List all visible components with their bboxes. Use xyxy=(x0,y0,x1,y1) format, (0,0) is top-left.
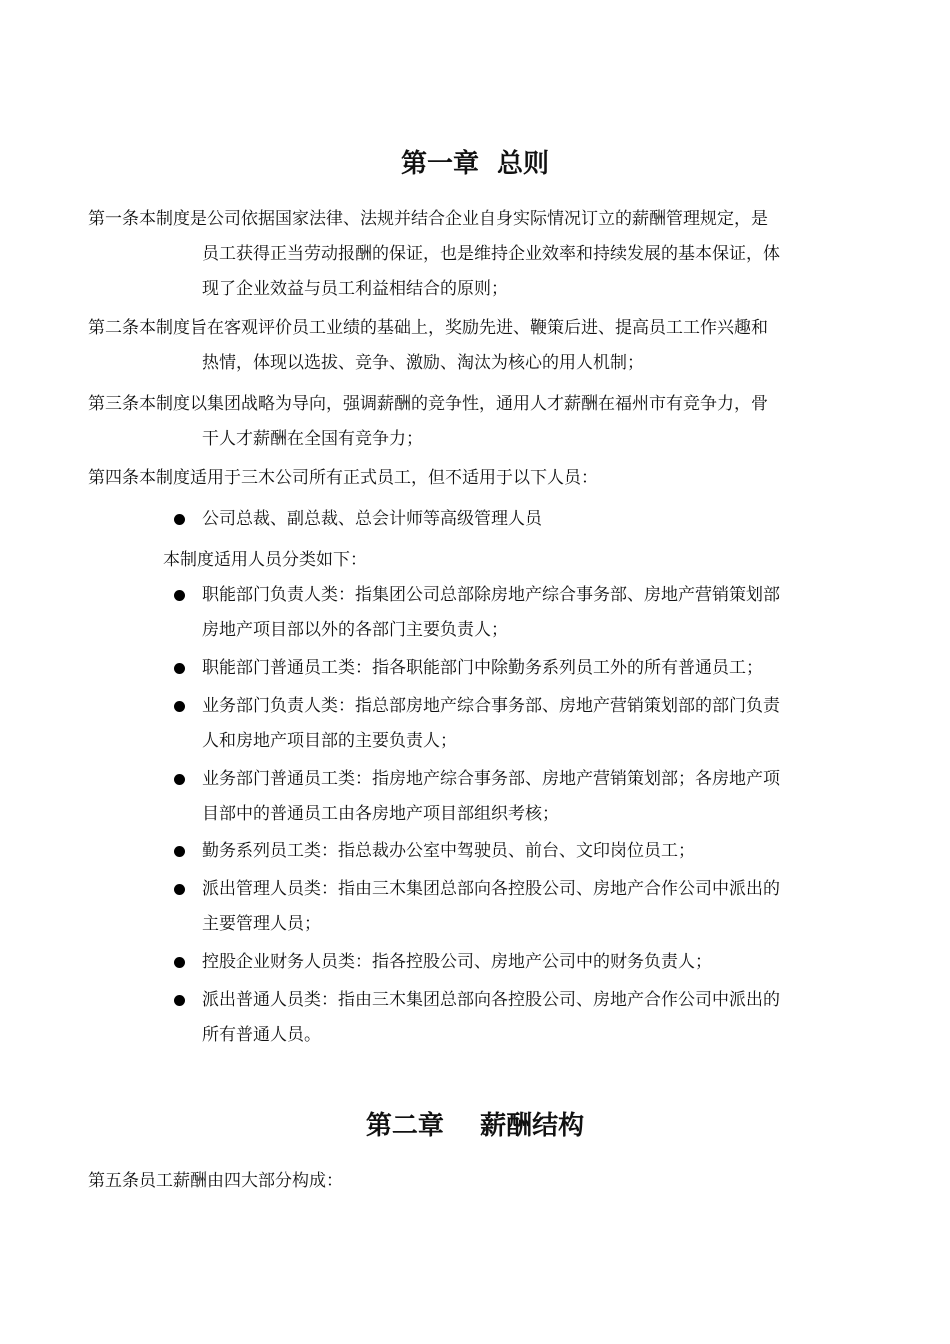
category-list-item xyxy=(174,983,874,1053)
list-item-line: 勤务系列员工类：指总裁办公室中驾驶员、前台、文印岗位员工； xyxy=(202,841,695,861)
list-item-line: 所有普通人员。 xyxy=(202,1025,321,1045)
category-list-item xyxy=(174,834,874,869)
list-item-line: 主要管理人员； xyxy=(202,914,321,934)
classification-note: 本制度适用人员分类如下： xyxy=(163,550,367,570)
article-line: 干人才薪酬在全国有竞争力； xyxy=(202,429,423,449)
article-line: 员工获得正当劳动报酬的保证，也是维持企业效率和持续发展的基本保证，体 xyxy=(202,244,780,264)
bullet-icon xyxy=(174,663,185,674)
category-list-item xyxy=(174,945,874,980)
bullet-icon xyxy=(174,846,185,857)
article-line: 第五条员工薪酬由四大部分构成： xyxy=(88,1171,343,1191)
article-line: 第二条本制度旨在客观评价员工业绩的基础上，奖励先进、鞭策后进、提高员工工作兴趣和 xyxy=(88,318,768,338)
list-item-line: 业务部门负责人类：指总部房地产综合事务部、房地产营销策划部的部门负责 xyxy=(202,696,780,716)
list-item-line: 业务部门普通员工类：指房地产综合事务部、房地产营销策划部；各房地产项 xyxy=(202,769,780,789)
article-line: 第四条本制度适用于三木公司所有正式员工，但不适用于以下人员： xyxy=(88,468,598,488)
bullet-icon xyxy=(174,995,185,1006)
article-line: 现了企业效益与员工利益相结合的原则； xyxy=(202,279,508,299)
chapter-2-title: 第二章 薪酬结构 xyxy=(365,1111,585,1141)
bullet-icon xyxy=(174,701,185,712)
article-4 xyxy=(88,461,868,496)
article-2 xyxy=(88,311,868,381)
list-item-line: 人和房地产项目部的主要负责人； xyxy=(202,731,457,751)
article-5 xyxy=(88,1164,868,1199)
category-list-item xyxy=(174,578,874,648)
article-3 xyxy=(88,387,868,457)
article-1 xyxy=(88,202,868,307)
list-item-line: 职能部门普通员工类：指各职能部门中除勤务系列员工外的所有普通员工； xyxy=(202,658,763,678)
list-item-line: 公司总裁、副总裁、总会计师等高级管理人员 xyxy=(202,509,542,529)
category-list-item xyxy=(174,762,874,832)
bullet-icon xyxy=(174,514,185,525)
bullet-icon xyxy=(174,957,185,968)
list-item-line: 目部中的普通员工由各房地产项目部组织考核； xyxy=(202,804,559,824)
category-list-item xyxy=(174,689,874,759)
category-list-item xyxy=(174,872,874,942)
bullet-icon xyxy=(174,590,185,601)
list-item-line: 控股企业财务人员类：指各控股公司、房地产公司中的财务负责人； xyxy=(202,952,712,972)
chapter-1-title: 第一章 总则 xyxy=(400,149,550,179)
list-item-line: 派出管理人员类：指由三木集团总部向各控股公司、房地产合作公司中派出的 xyxy=(202,879,780,899)
article-line: 热情，体现以选拔、竞争、激励、淘汰为核心的用人机制； xyxy=(202,353,644,373)
article-line: 第一条本制度是公司依据国家法律、法规并结合企业自身实际情况订立的薪酬管理规定，是 xyxy=(88,209,768,229)
excluded-list-item xyxy=(174,502,874,537)
bullet-icon xyxy=(174,884,185,895)
list-item-line: 房地产项目部以外的各部门主要负责人； xyxy=(202,620,508,640)
bullet-icon xyxy=(174,774,185,785)
list-item-line: 派出普通人员类：指由三木集团总部向各控股公司、房地产合作公司中派出的 xyxy=(202,990,780,1010)
list-item-line: 职能部门负责人类：指集团公司总部除房地产综合事务部、房地产营销策划部 xyxy=(202,585,780,605)
article-line: 第三条本制度以集团战略为导向，强调薪酬的竞争性，通用人才薪酬在福州市有竞争力，骨 xyxy=(88,394,768,414)
category-list-item xyxy=(174,651,874,686)
